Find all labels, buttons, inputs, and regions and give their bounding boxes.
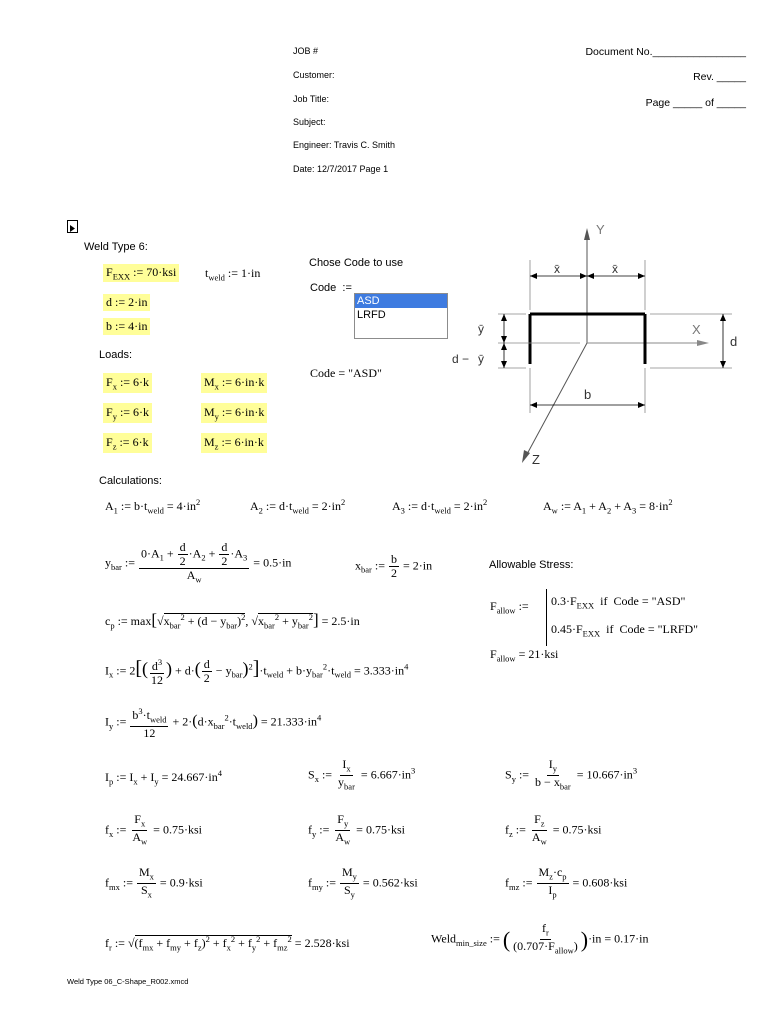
mz-input[interactable]: $M_z$ := 6·in·k <box>201 433 267 453</box>
customer-label: Customer: <box>293 70 335 80</box>
my-input[interactable]: $M_y$ := 6·in·k <box>201 403 267 423</box>
ix-equation: $I_x$ := 2[( $\frac{d^3}{12}$ ) + d·( $\frac{d}{2}$ − $y_{bar})^2]\cdot t_{weld} + b\cdot y_{bar}^2\cdot t_{weld} = 3.333\cdot in^4$ <box>105 657 409 687</box>
allowable-stress-label: Allowable Stress: <box>489 559 574 571</box>
sy-equation: $S_y$ := $\frac{I_y}{b - x_{bar}}$ = $10.667\cdot in^3$ <box>505 757 638 792</box>
tweld-value: 1 <box>240 266 247 280</box>
fz-stress-result: 0.75 <box>562 822 584 837</box>
a1-equation: $A_1$ := $b\cdot t_{weld} = 4\cdot in^2$ <box>105 497 201 516</box>
code-listbox[interactable] <box>354 293 448 339</box>
fmz-result: 0.608 <box>582 875 610 890</box>
fmz-equation: $f_{mz}$ := $\frac{M_z\cdot c_p}{I_p}$ = 0.608·ksi <box>505 865 628 900</box>
cp-equation: $c_p$ := $\max[√x_{bar}^2 + (d - y_{bar})^2$, $√x_{bar}^2 + y_{bar}^2] = 2.5\cdot in$ <box>105 610 360 631</box>
a2-result: 2 <box>321 499 328 513</box>
fallow-result: 21 <box>528 647 541 661</box>
fx-input[interactable]: $F_x$ := 6·k <box>103 373 152 393</box>
dim-b-label: b <box>584 387 592 402</box>
axis-x-label: X <box>692 322 701 337</box>
b-value: 4 <box>128 319 135 333</box>
fexx-unit: ksi <box>162 265 177 279</box>
dim-d-label: d <box>730 334 738 349</box>
dim-ybar-label: ȳ <box>478 322 484 336</box>
weld-min-size-equation: Weld$_{min\_size}$ := ( $\frac{f_r}{(0.707\cdot F_{allow})}$ )·in = 0.17·in <box>431 921 649 956</box>
a2-equation: $A_2$ := $d\cdot t_{weld} = 2\cdot in^2$ <box>250 497 346 516</box>
a1-result: 4 <box>176 499 183 513</box>
fmx-result: 0.9 <box>169 875 185 890</box>
dim-xbar-left-label: x̄ <box>554 262 560 276</box>
iy-result: 21.333 <box>270 714 304 729</box>
fallow-asd-case: $0.3\cdot F_{EXX}$ if Code = "ASD" <box>551 594 686 611</box>
aw-equation: $A_w$ := $A_1 + A_2 + A_3 = 8\cdot in^2$ <box>543 497 673 516</box>
b-input[interactable]: b := 4·in <box>103 318 150 335</box>
ip-equation: $I_p$ := $I_x + I_y = 24.667\cdot in^4$ <box>105 768 222 787</box>
aw-result: 8 <box>649 499 656 513</box>
fx-stress-result: 0.75 <box>162 822 184 837</box>
fexx-input[interactable]: $F_{EXX}$ := 70·ksi <box>103 264 179 282</box>
footer-filename: Weld Type 06_C-Shape_R002.xmcd <box>67 977 189 986</box>
mx-input[interactable]: $M_x$ := 6·in·k <box>201 373 267 393</box>
dim-ybar-lower-label: ȳ <box>478 352 484 366</box>
fz-value: 6 <box>132 435 139 449</box>
sx-equation: $S_x$ := $\frac{I_x}{y_{bar}}$ = $6.667\cdot in^3$ <box>308 757 416 792</box>
axis-z-label: Z <box>532 452 540 467</box>
fx-value: 6 <box>133 375 140 389</box>
iy-equation: $I_y$ := $\frac{b^3\cdot t_{weld}}{12}$ + $2\cdot(d\cdot x_{bar}^2\cdot t_{weld}) = 21.333\cdot in^4$ <box>105 706 322 741</box>
rev-label: Rev. _____ <box>693 71 746 83</box>
fy-stress-result: 0.75 <box>365 822 387 837</box>
sx-result: 6.667 <box>370 767 398 782</box>
a3-equation: $A_3$ := $d\cdot t_{weld} = 2\cdot in^2$ <box>392 497 488 516</box>
xbar-result: 2 <box>412 558 419 573</box>
c-shape-weld-diagram <box>440 218 750 468</box>
fallow-result-line: $F_{allow} = 21\cdot ksi$ <box>490 647 559 664</box>
loads-label: Loads: <box>99 349 133 361</box>
date-label: Date: 12/7/2017 Page 1 <box>293 164 389 174</box>
fr-result: 2.528 <box>304 936 332 950</box>
a3-result: 2 <box>463 499 470 513</box>
calculations-label: Calculations: <box>99 475 162 487</box>
weld-min-result: 0.17 <box>614 931 636 946</box>
ix-result: 3.333 <box>363 663 391 678</box>
fx-stress-equation: $f_x$ := $\frac{F_x}{A_w}$ = 0.75·ksi <box>105 812 202 847</box>
mx-value: 6 <box>235 375 242 389</box>
triangle-right-icon <box>68 223 77 234</box>
d-value: 2 <box>128 295 135 309</box>
fz-input[interactable]: $F_z$ := 6·k <box>103 433 152 453</box>
my-value: 6 <box>235 405 242 419</box>
fallow-definition: $F_{allow}$ := <box>490 599 529 616</box>
fexx-value: 70 <box>146 265 159 279</box>
axis-y-label: Y <box>596 222 605 237</box>
fallow-cases <box>546 589 698 646</box>
fmx-equation: $f_{mx}$ := $\frac{M_x}{S_x}$ = 0.9·ksi <box>105 865 203 900</box>
ip-result: 24.667 <box>171 770 205 784</box>
job-label: JOB # <box>293 46 319 56</box>
section-title: Weld Type 6: <box>84 241 148 253</box>
fy-input[interactable]: $F_y$ := 6·k <box>103 403 152 423</box>
fallow-lrfd-case: $0.45\cdot F_{EXX}$ if Code = "LRFD" <box>551 622 699 639</box>
ybar-result: 0.5 <box>263 555 279 570</box>
mz-value: 6 <box>234 435 241 449</box>
fy-stress-equation: $f_y$ := $\frac{F_y}{A_w}$ = 0.75·ksi <box>308 812 405 847</box>
fmy-result: 0.562 <box>372 875 400 890</box>
fmy-equation: $f_{my}$ := $\frac{M_y}{S_y}$ = 0.562·ksi <box>308 865 418 900</box>
code-assign-label: Code := <box>310 282 352 294</box>
cp-result: 2.5 <box>331 614 347 628</box>
code-option-asd[interactable]: ASD <box>355 294 447 308</box>
code-prompt: Chose Code to use <box>309 257 404 269</box>
engineer-label: Engineer: Travis C. Smith <box>293 140 396 150</box>
ybar-equation: $y_{bar}$ := $0\cdot A_1$ + $\frac{d}{2}$ $\cdot A_2$ + $\frac{d}{2}$ $\cdot A_3$ $A_w$ = 0.5·in <box>105 540 292 585</box>
tweld-unit: in <box>250 266 261 280</box>
subject-label: Subject: <box>293 117 326 127</box>
job-title-label: Job Title: <box>293 94 330 104</box>
page-of-label: Page _____ of _____ <box>645 97 746 109</box>
code-result: Code = "ASD" <box>310 366 382 380</box>
xbar-equation: $x_{bar}$ := $\frac{b}{2}$ = 2·in <box>355 552 433 580</box>
document-no-label: Document No.________________ <box>585 46 746 58</box>
code-option-lrfd[interactable]: LRFD <box>357 309 386 321</box>
tweld-input[interactable]: $t_{weld}$ := 1·in <box>205 266 261 283</box>
fy-value: 6 <box>133 405 140 419</box>
fz-stress-equation: $f_z$ := $\frac{F_z}{A_w}$ = 0.75·ksi <box>505 812 602 847</box>
sy-result: 10.667 <box>586 767 620 782</box>
dim-d-minus-label: d − <box>452 352 470 366</box>
d-input[interactable]: d := 2·in <box>103 294 150 311</box>
region-toggle-button[interactable] <box>67 220 78 233</box>
dim-xbar-right-label: x̄ <box>612 262 618 276</box>
fr-equation: $f_r$ := $√(f_{mx} + f_{my} + f_z)^2 + f_x^2 + f_y^2 + f_{mz}^2 = 2.528\cdot ksi$ <box>105 934 350 953</box>
